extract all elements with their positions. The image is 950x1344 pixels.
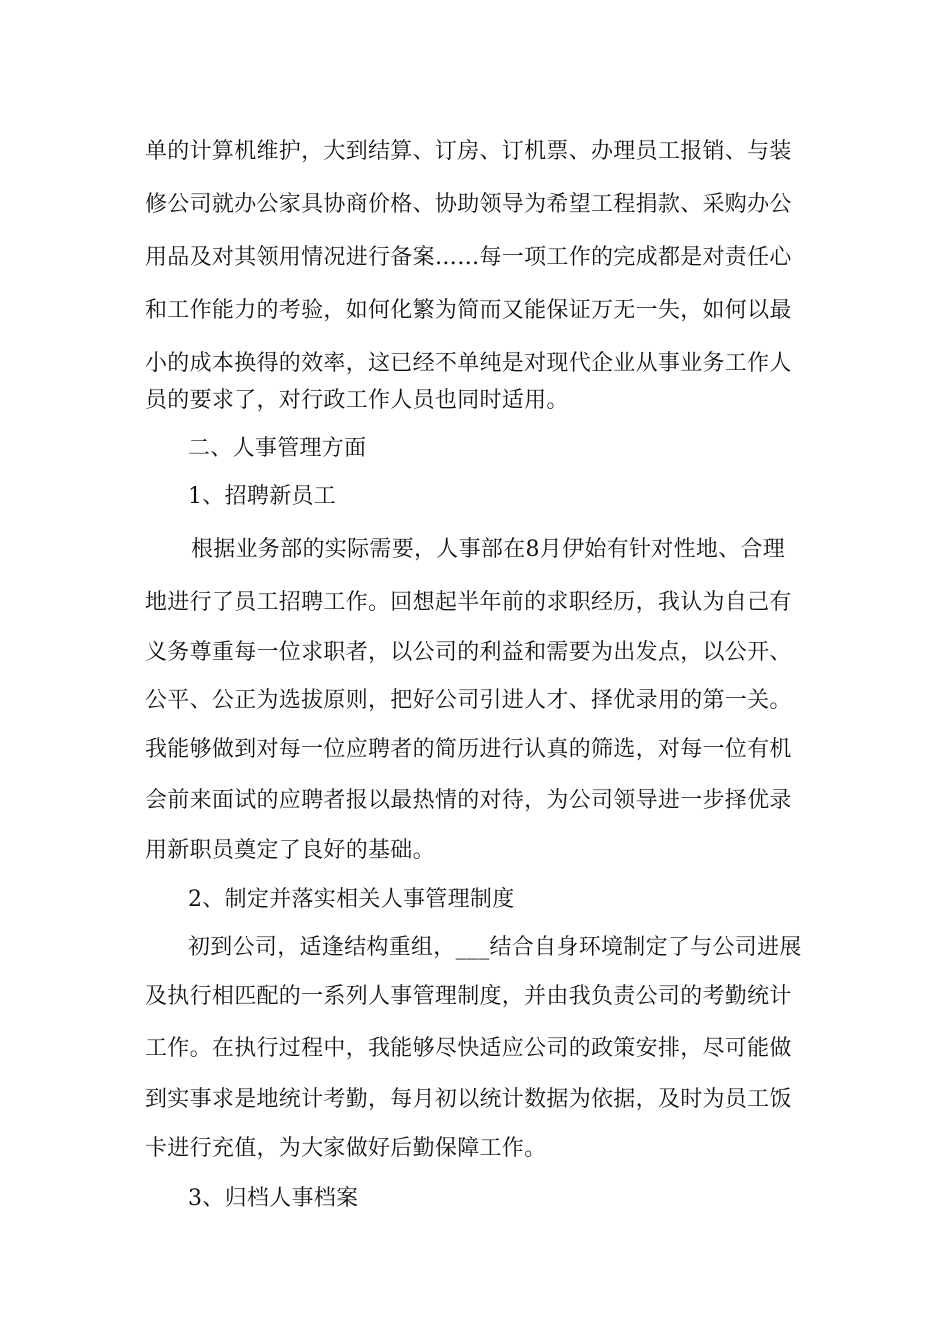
- body-text-line: 工作。在执行过程中，我能够尽快适应公司的政策安排，尽可能做: [145, 1036, 792, 1061]
- body-text-line: 用新职员奠定了良好的基础。: [145, 838, 435, 863]
- body-text-line: 单的计算机维护，大到结算、订房、订机票、办理员工报销、与装: [145, 139, 792, 164]
- body-text-line: 公平、公正为选拔原则，把好公司引进人才、择优录用的第一关。: [145, 688, 792, 713]
- body-text-line: 和工作能力的考验，如何化繁为简而又能保证万无一失，如何以最: [145, 298, 792, 323]
- body-text-line: 卡进行充值，为大家做好后勤保障工作。: [145, 1136, 547, 1161]
- body-text-line: 我能够做到对每一位应聘者的简历进行认真的筛选，对每一位有机: [145, 737, 792, 762]
- body-text-line: 初到公司，适逢结构重组，___结合自身环境制定了与公司进展: [188, 935, 802, 960]
- body-text-line: 小的成本换得的效率，这已经不单纯是对现代企业从事业务工作人: [145, 351, 792, 376]
- body-text-line: 根据业务部的实际需要，人事部在8月伊始有针对性地、合理: [191, 537, 786, 562]
- subsection-heading: 2、制定并落实相关人事管理制度: [188, 887, 515, 912]
- body-text-line: 员的要求了，对行政工作人员也同时适用。: [145, 388, 569, 413]
- body-text-line: 地进行了员工招聘工作。回想起半年前的求职经历，我认为自己有: [145, 590, 792, 615]
- body-text-line: 会前来面试的应聘者报以最热情的对待，为公司领导进一步择优录: [145, 788, 792, 813]
- body-text-line: 修公司就办公家具协商价格、协助领导为希望工程捐款、采购办公: [145, 192, 792, 217]
- section-heading: 二、人事管理方面: [188, 436, 367, 461]
- subsection-heading: 3、归档人事档案: [188, 1186, 359, 1211]
- subsection-heading: 1、招聘新员工: [188, 484, 337, 509]
- body-text-line: 及执行相匹配的一系列人事管理制度，并由我负责公司的考勤统计: [145, 984, 792, 1009]
- body-text-line: 用品及对其领用情况进行备案……每一项工作的完成都是对责任心: [145, 245, 792, 270]
- body-text-line: 到实事求是地统计考勤，每月初以统计数据为依据，及时为员工饭: [145, 1087, 792, 1112]
- body-text-line: 义务尊重每一位求职者，以公司的利益和需要为出发点，以公开、: [145, 640, 792, 665]
